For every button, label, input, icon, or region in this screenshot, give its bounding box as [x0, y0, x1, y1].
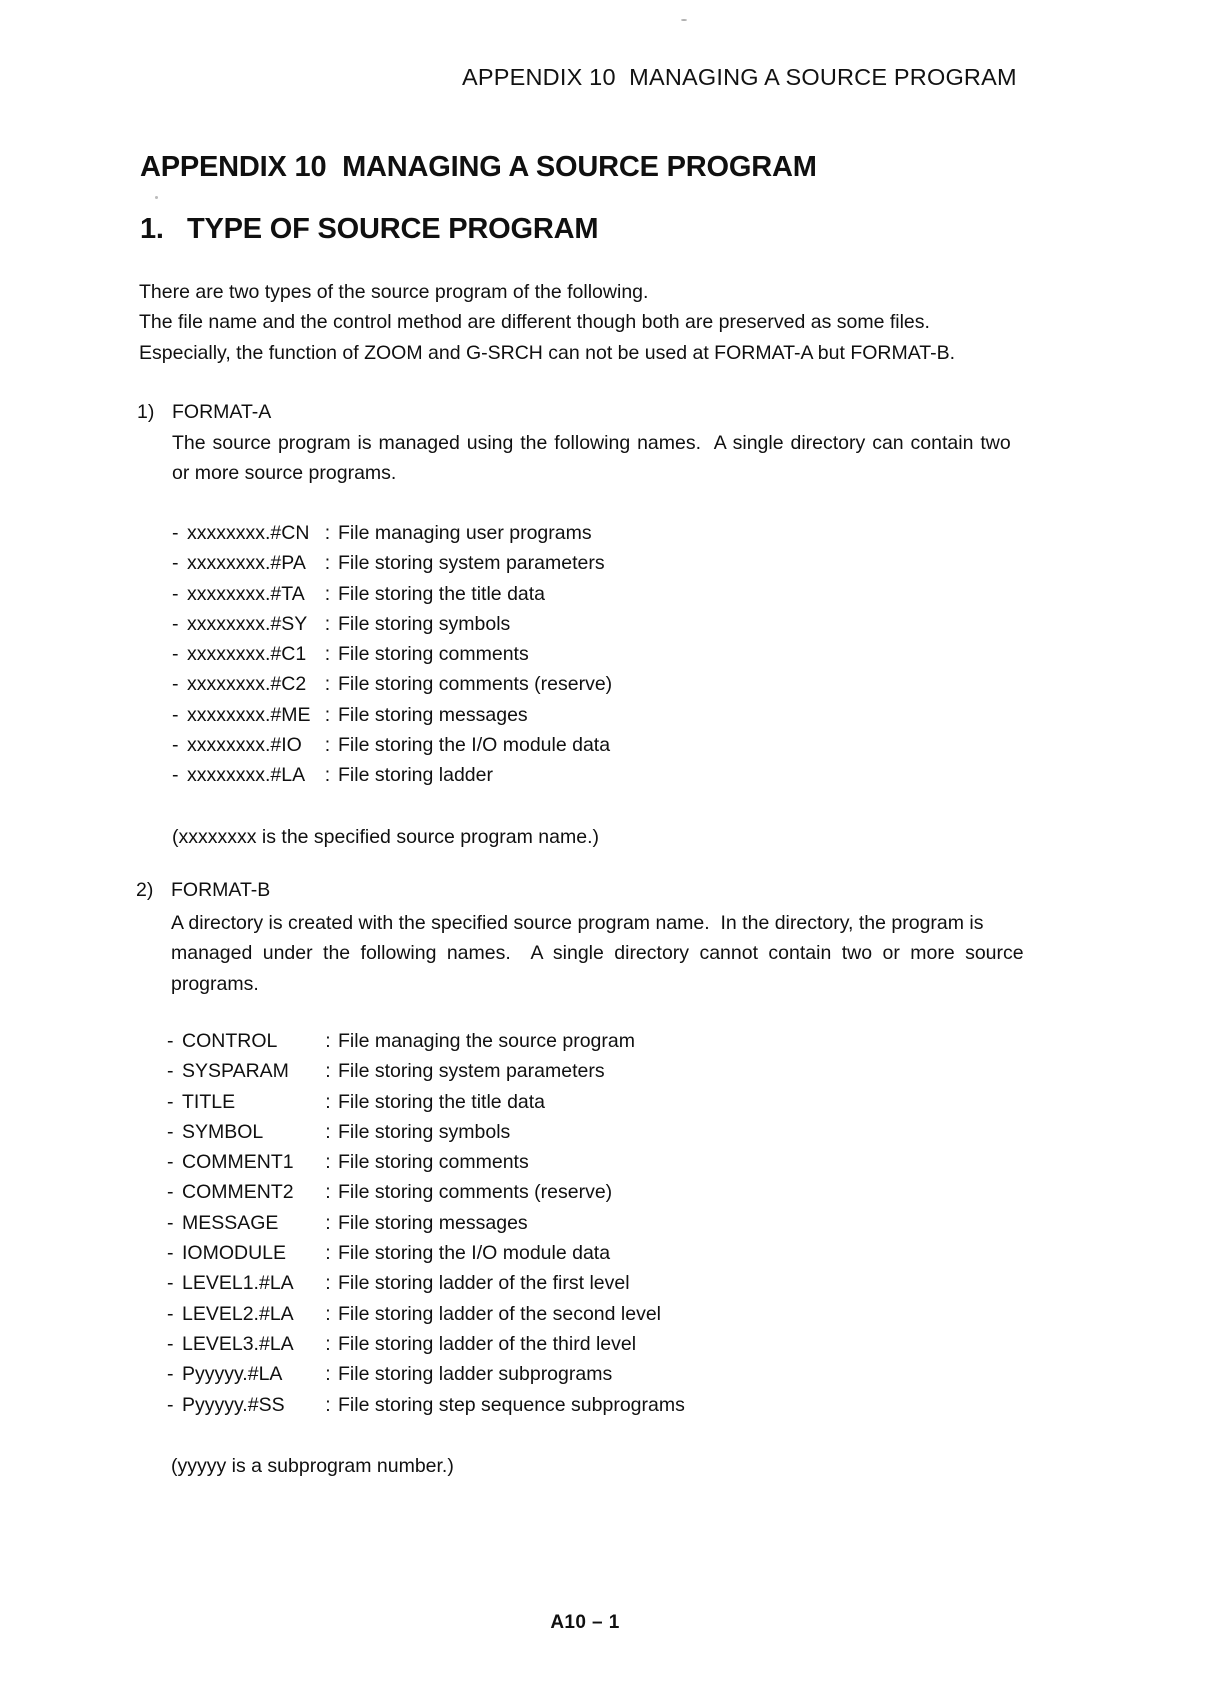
file-row	[167, 1147, 685, 1177]
page-title: APPENDIX 10 MANAGING A SOURCE PROGRAM	[140, 151, 817, 183]
file-description: File storing system parameters	[338, 552, 605, 575]
file-description: File storing comments (reserve)	[338, 673, 613, 696]
file-description: File storing ladder of the first level	[338, 1272, 630, 1295]
colon-separator: :	[325, 1181, 331, 1204]
file-row	[167, 1329, 685, 1359]
colon-separator: :	[325, 1151, 331, 1174]
running-header: APPENDIX 10 MANAGING A SOURCE PROGRAM	[462, 64, 1017, 90]
file-name: xxxxxxxx.#PA	[187, 552, 306, 575]
section-number: 1.	[140, 213, 164, 245]
file-description: File storing ladder of the third level	[338, 1332, 637, 1355]
bullet: -	[167, 1393, 174, 1416]
file-description: File storing ladder subprograms	[338, 1363, 613, 1386]
file-description: File storing messages	[338, 1211, 528, 1234]
colon-separator: :	[325, 1030, 331, 1052]
file-name: xxxxxxxx.#LA	[187, 764, 306, 787]
format-b-paragraph	[171, 908, 1024, 999]
file-name: LEVEL1.#LA	[182, 1272, 294, 1295]
file-row	[167, 1087, 685, 1117]
file-row	[167, 1208, 685, 1238]
bullet: -	[167, 1242, 174, 1265]
file-name: COMMENT2	[182, 1181, 294, 1204]
file-name: xxxxxxxx.#C1	[187, 643, 307, 666]
format-a-note: (xxxxxxxx is the specified source program name.)	[172, 826, 599, 848]
paragraph-line: The source program is managed using the following names. A single directory can contain two	[172, 432, 1011, 454]
file-row	[172, 518, 612, 548]
format-a-file-list	[172, 518, 612, 791]
file-row	[167, 1056, 685, 1086]
file-row	[167, 1299, 685, 1329]
paragraph-line: The file name and the control method are different though both are preserved as some files.	[139, 311, 930, 334]
bullet: -	[172, 522, 179, 544]
format-a-label: FORMAT-A	[172, 401, 272, 423]
file-description: File managing the source program	[338, 1030, 635, 1052]
list-item-number: 2)	[136, 879, 154, 901]
file-name: Pyyyyy.#SS	[182, 1393, 285, 1416]
file-row	[167, 1359, 685, 1389]
file-name: LEVEL2.#LA	[182, 1302, 294, 1325]
file-description: File storing comments	[338, 1151, 529, 1174]
bullet: -	[167, 1332, 174, 1355]
bullet: -	[172, 734, 179, 757]
file-description: File storing symbols	[338, 1120, 511, 1143]
bullet: -	[172, 764, 179, 787]
colon-separator: :	[324, 612, 331, 635]
file-description: File storing symbols	[338, 612, 511, 635]
file-description: File storing step sequence subprograms	[338, 1393, 685, 1416]
scan-speck	[155, 196, 158, 199]
paragraph-line: or more source programs.	[172, 462, 397, 485]
paragraph-line: managed under the following names. A single directory cannot contain two or more source	[171, 942, 1024, 965]
bullet: -	[167, 1151, 174, 1174]
file-description: File storing the I/O module data	[338, 734, 611, 757]
file-row	[167, 1177, 685, 1207]
bullet: -	[172, 552, 179, 575]
bullet: -	[167, 1030, 174, 1052]
file-description: File storing messages	[338, 703, 528, 726]
file-description: File storing system parameters	[338, 1060, 605, 1083]
section-title: TYPE OF SOURCE PROGRAM	[187, 213, 599, 245]
file-description: File storing comments (reserve)	[338, 1181, 613, 1204]
format-b-note: (yyyyy is a subprogram number.)	[171, 1455, 454, 1477]
bullet: -	[172, 643, 179, 666]
file-row	[172, 609, 612, 639]
colon-separator: :	[324, 764, 331, 787]
bullet: -	[167, 1363, 174, 1386]
file-row	[172, 730, 612, 760]
page-number: A10 – 1	[550, 1612, 620, 1633]
file-name: CONTROL	[182, 1030, 278, 1052]
file-name: xxxxxxxx.#TA	[187, 582, 305, 605]
file-description: File storing ladder of the second level	[338, 1302, 662, 1325]
file-description: File storing the I/O module data	[338, 1242, 611, 1265]
paragraph-line: There are two types of the source program of the following.	[139, 281, 649, 303]
file-description: File storing the title data	[338, 1090, 546, 1113]
format-b-heading	[136, 875, 270, 905]
colon-separator: :	[325, 1393, 331, 1416]
colon-separator: :	[324, 703, 331, 726]
scan-speck	[681, 19, 687, 21]
section-heading	[140, 211, 598, 247]
colon-separator: :	[325, 1242, 331, 1265]
file-name: xxxxxxxx.#SY	[187, 612, 308, 635]
colon-separator: :	[324, 552, 331, 575]
format-a-paragraph	[172, 428, 1011, 489]
file-name: LEVEL3.#LA	[182, 1332, 294, 1355]
file-name: xxxxxxxx.#CN	[187, 522, 310, 544]
format-b-file-list	[167, 1026, 685, 1420]
format-b-label: FORMAT-B	[171, 879, 271, 901]
file-name: MESSAGE	[182, 1211, 279, 1234]
file-name: TITLE	[182, 1090, 236, 1113]
file-row	[167, 1390, 685, 1420]
file-row	[167, 1026, 685, 1056]
bullet: -	[167, 1090, 174, 1113]
bullet: -	[167, 1272, 174, 1295]
bullet: -	[172, 612, 179, 635]
file-row	[172, 548, 612, 578]
file-row	[172, 760, 612, 790]
format-a-heading	[137, 397, 271, 427]
bullet: -	[172, 703, 179, 726]
bullet: -	[167, 1302, 174, 1325]
bullet: -	[167, 1060, 174, 1083]
file-name: xxxxxxxx.#C2	[187, 673, 307, 696]
colon-separator: :	[325, 1211, 331, 1234]
bullet: -	[167, 1181, 174, 1204]
colon-separator: :	[325, 1272, 331, 1295]
colon-separator: :	[324, 734, 331, 757]
paragraph-line: Especially, the function of ZOOM and G-SRCH can not be used at FORMAT-A but FORMAT-B.	[139, 341, 956, 364]
colon-separator: :	[325, 1332, 331, 1355]
bullet: -	[167, 1211, 174, 1234]
file-name: IOMODULE	[182, 1242, 287, 1265]
file-row	[167, 1268, 685, 1298]
bullet: -	[172, 582, 179, 605]
file-name: xxxxxxxx.#IO	[187, 734, 302, 757]
colon-separator: :	[325, 1120, 331, 1143]
colon-separator: :	[324, 643, 331, 666]
file-name: SYMBOL	[182, 1120, 264, 1143]
file-description: File storing comments	[338, 643, 529, 666]
bullet: -	[172, 673, 179, 696]
file-row	[172, 669, 612, 699]
file-name: COMMENT1	[182, 1151, 294, 1174]
file-row	[167, 1238, 685, 1268]
paragraph-line: A directory is created with the specified source program name. In the directory, the program is	[171, 912, 984, 934]
list-item-number: 1)	[137, 401, 155, 423]
colon-separator: :	[325, 1363, 331, 1386]
file-row	[172, 579, 612, 609]
colon-separator: :	[325, 1060, 331, 1083]
file-description: File storing the title data	[338, 582, 546, 605]
colon-separator: :	[325, 1302, 331, 1325]
intro-paragraph	[139, 277, 955, 368]
file-name: xxxxxxxx.#ME	[187, 703, 311, 726]
file-row	[167, 1117, 685, 1147]
paragraph-line: programs.	[171, 972, 259, 995]
colon-separator: :	[324, 522, 331, 544]
file-row	[172, 700, 612, 730]
colon-separator: :	[325, 1090, 331, 1113]
file-description: File managing user programs	[338, 522, 592, 544]
bullet: -	[167, 1120, 174, 1143]
file-name: SYSPARAM	[182, 1060, 289, 1083]
colon-separator: :	[324, 673, 331, 696]
file-description: File storing ladder	[338, 764, 493, 787]
colon-separator: :	[324, 582, 331, 605]
file-row	[172, 639, 612, 669]
file-name: Pyyyyy.#LA	[182, 1363, 283, 1386]
